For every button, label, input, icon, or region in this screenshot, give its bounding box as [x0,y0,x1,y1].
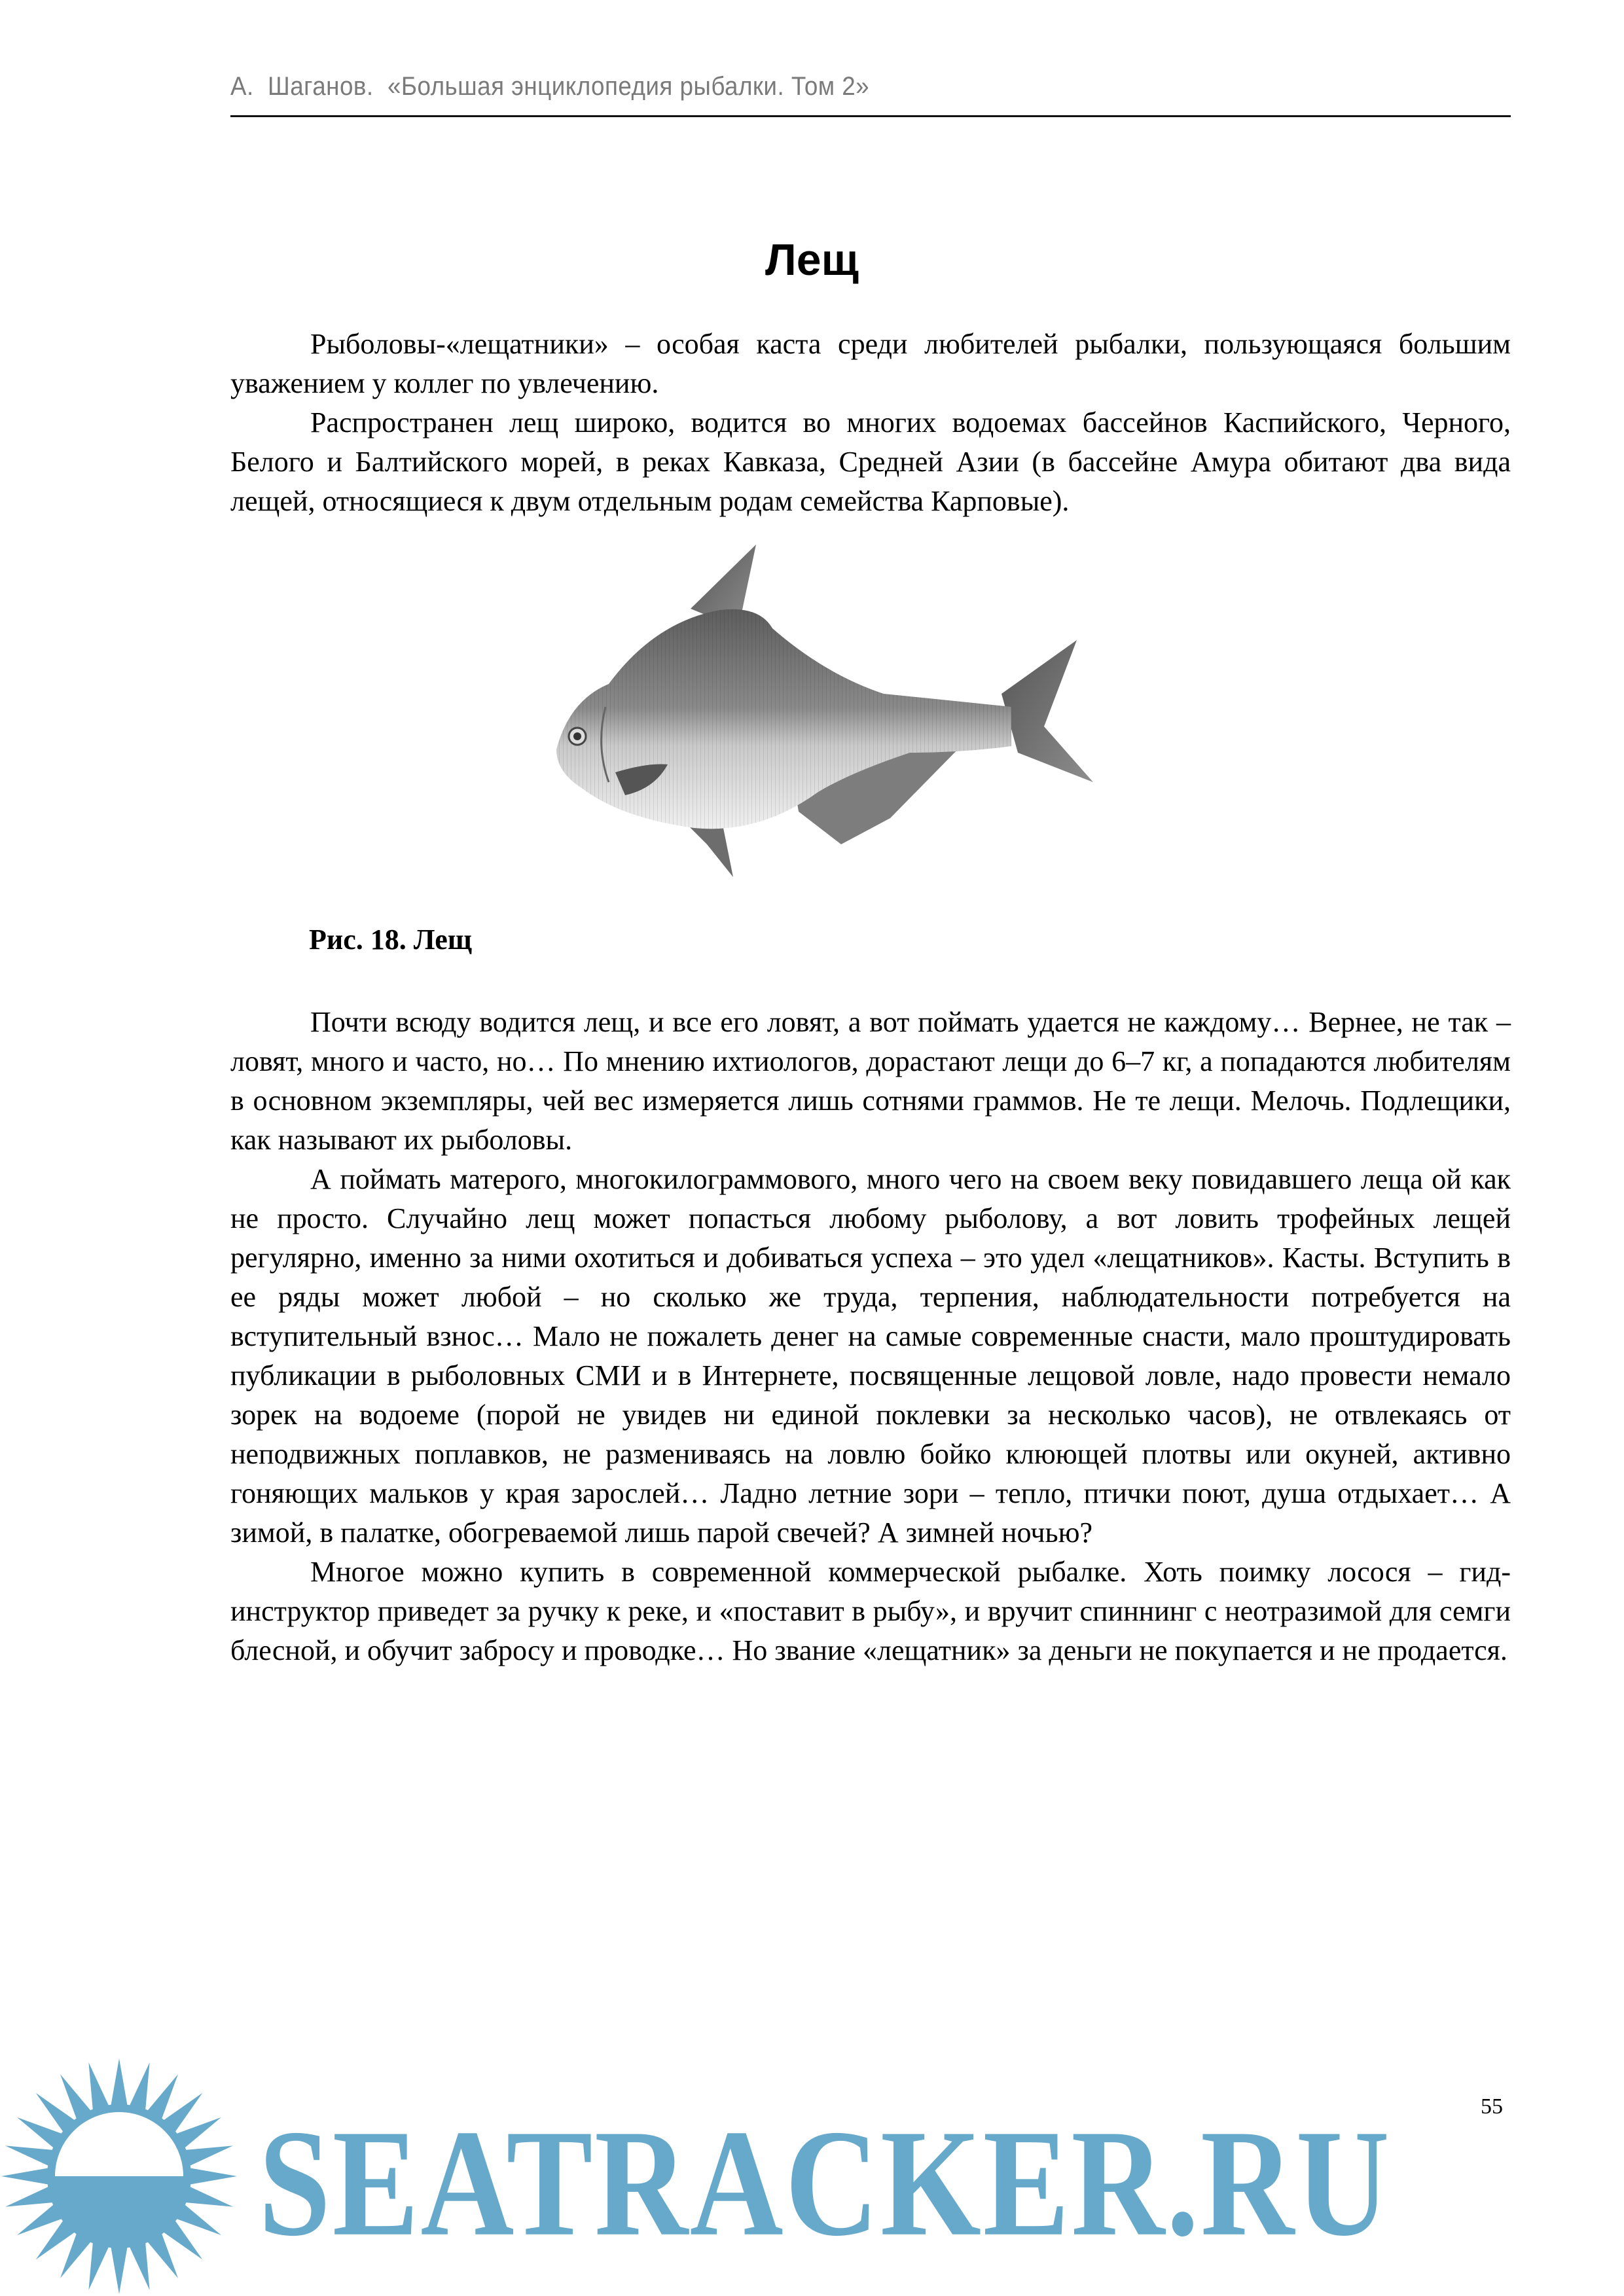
header-rule [230,115,1511,117]
watermark-text: SEATRACKER.RU [259,2098,1392,2268]
intro-text [230,325,1511,521]
running-header: А. Шаганов. «Большая энциклопедия рыбалки. Том 2» [230,72,870,101]
paragraph: Рыболовы-«лещатники» – особая каста среди любителей рыбалки, пользующаяся большим уважением у коллег по увлечению. [230,328,1511,399]
sun-icon [0,2055,249,2296]
bream-fish-icon [543,537,1204,903]
paragraph: А поймать матерого, многокилограммового, много чего на своем веку повидавшего леща ой как не просто. Случайно лещ может попасться любому рыболову, а вот ловить трофейных лещей регулярно, именно за ними охотиться и добиваться успеха – это удел «лещатников». Касты. Вступить в ее ряды может любой – но сколько же труда, терпения, наблюдательности потребуется на вступительный взнос… Мало не пожалеть денег на самые современные снасти, мало проштудировать публикации в рыболовных СМИ и в Интернете, посвященные лещовой ловле, надо провести немало зорек на водоеме (порой не увидев ни единой поклевки за несколько часов), не отвлекаясь от неподвижных поплавков, не размениваясь на ловлю бойко клюющей плотвы или окуней, активно гоняющих мальков у края зарослей… Ладно летние зори – тепло, птички поют, душа отдыхает… А зимой, в палатке, обогреваемой лишь парой свечей? А зимней ночью? [230,1163,1511,1549]
watermark-logo [0,2055,1624,2296]
figure-caption: Рис. 18. Лещ [309,924,472,956]
body-text [230,1003,1511,1670]
fish-illustration [543,537,1204,903]
paragraph: Почти всюду водится лещ, и все его ловят, а вот поймать удается не каждому… Вернее, не так – ловят, много и часто, но… По мнению ихтиологов, дорастают лещи до 6–7 кг, а попадаются любителям в основном экземпляры, чей вес измеряется лишь сотнями граммов. Не те лещи. Мелочь. Подлещики, как называют их рыболовы. [230,1006,1511,1156]
paragraph: Многое можно купить в современной коммерческой рыбалке. Хоть поимку лосося – гид-инструктор приведет за ручку к реке, и «поставит в рыбу», и вручит спиннинг с неотразимой для семги блесной, и обучит забросу и проводке… Но звание «лещатник» за деньги не покупается и не продается. [230,1556,1511,1666]
page-number: 55 [1481,2094,1503,2119]
page-title: Лещ [765,235,859,285]
paragraph: Распространен лещ широко, водится во многих водоемах бассейнов Каспийского, Черного, Белого и Балтийского морей, в реках Кавказа, Средней Азии (в бассейне Амура обитают два вида лещей, относящиеся к двум отдельным родам семейства Карповые). [230,406,1511,517]
